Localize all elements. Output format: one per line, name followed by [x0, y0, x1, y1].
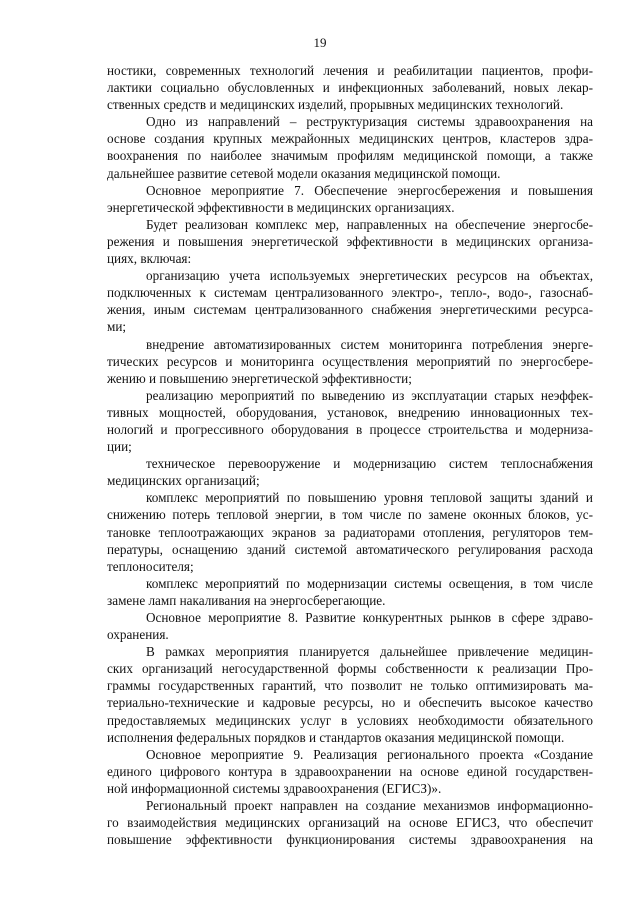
paragraph-first-line: организацию учета используемых энергетических ресурсов на объектах, [146, 268, 593, 284]
paragraph-first-line: Основное мероприятие 8. Развитие конкурентных рынков в сфере здраво- [146, 610, 593, 625]
text-line: жению и повышению энергетической эффективности; [107, 370, 412, 386]
text-line: предоставляемых медицинских услуг в условиях необходимости обязательного [107, 712, 593, 728]
paragraph-first-line: комплекс мероприятий по модернизации системы освещения, в том числе [146, 575, 593, 591]
document-body [107, 62, 593, 848]
text-line: граммы государственных гарантий, что позволит не только оптимизировать ма- [107, 678, 593, 694]
paragraph-first-line: техническое перевооружение и модернизацию систем теплоснабжения [146, 456, 593, 472]
text-line: воохранения по наиболее значимым профилям медицинской помощи, а также [107, 148, 593, 164]
text-line: ми; [107, 319, 127, 335]
text-line: лактики социально обусловленных и инфекционных заболеваний, новых лекар- [107, 80, 593, 96]
text-line: териально-технические и кадровые ресурсы, но и обеспечить высокое качество [107, 695, 593, 711]
text-line: пературы, оснащению зданий системой автоматического регулирования расхода [107, 541, 593, 557]
text-line: энергетической эффективности в медицинских организациях. [107, 199, 455, 215]
text-line: теплоносителя; [107, 558, 194, 574]
text-line: ной информационной системы здравоохранения (ЕГИСЗ)». [107, 780, 442, 796]
paragraph-first-line: Будет реализован комплекс мер, направленных на обеспечение энергосбе- [146, 216, 593, 232]
text-line: тановке теплоотражающих экранов за радиаторами отопления, регуляторов тем- [107, 524, 593, 540]
text-line: подключенных к системам централизованного электро-, тепло-, водо-, газоснаб- [107, 285, 593, 301]
paragraph-first-line: Основное мероприятие 7. Обеспечение энергосбережения и повышения [146, 182, 593, 198]
text-line: тических ресурсов и мониторинга осуществления мероприятий по энергосбере- [107, 353, 593, 369]
text-line: ностики, современных технологий лечения и реабилитации пациентов, профи- [107, 63, 593, 78]
text-line: го взаимодействия медицинских организаций на основе ЕГИСЗ, что обеспечит [107, 815, 593, 831]
text-line: основе создания крупных межрайонных медицинских центров, кластеров здра- [107, 131, 593, 147]
paragraph-first-line: Основное мероприятие 9. Реализация регионального проекта «Создание [146, 746, 593, 762]
text-line: ских организаций негосударственной формы собственности к реализации Про- [107, 661, 593, 677]
text-line: циях, включая: [107, 251, 192, 267]
text-line: замене ламп накаливания на энергосберегающие. [107, 592, 386, 608]
text-line: медицинских организаций; [107, 473, 260, 489]
page-number: 19 [313, 35, 327, 50]
text-line: ственных средств и медицинских изделий, прорывных медицинских технологий. [107, 97, 564, 113]
text-line: снижению потерь тепловой энергии, в том числе по замене оконных блоков, ус- [107, 507, 593, 523]
paragraph-first-line: В рамках мероприятия планируется дальнейшее привлечение медицин- [146, 644, 593, 660]
text-line: нологий и прогрессивного оборудования в процессе строительства и модерниза- [107, 421, 593, 437]
text-line: жения, иным системам централизованного снабжения энергетическими ресурса- [107, 302, 593, 318]
text-line: исполнения федеральных порядков и стандартов оказания медицинской помощи. [107, 729, 565, 745]
paragraph-first-line: комплекс мероприятий по повышению уровня тепловой защиты зданий и [146, 490, 593, 506]
paragraph-first-line: Региональный проект направлен на создание механизмов информационно- [146, 798, 593, 814]
text-line: повышение эффективности функционирования системы здравоохранения на [107, 832, 593, 848]
paragraph-first-line: внедрение автоматизированных систем мониторинга потребления энерге- [146, 336, 593, 352]
text-line: дальнейшее развитие сетевой модели оказания медицинской помощи. [107, 165, 501, 181]
text-line: тивных мощностей, оборудования, установок, внедрению инновационных тех- [107, 404, 593, 420]
text-line: единого цифрового контура в здравоохранении на основе единой государствен- [107, 763, 593, 779]
paragraph-first-line: реализацию мероприятий по выведению из эксплуатации старых неэффек- [146, 387, 593, 403]
paragraph-first-line: Одно из направлений – реструктуризация системы здравоохранения на [146, 114, 593, 130]
text-line: ции; [107, 439, 132, 455]
text-line: охранения. [107, 627, 169, 643]
text-line: режения и повышения энергетической эффективности в медицинских организа- [107, 233, 593, 249]
